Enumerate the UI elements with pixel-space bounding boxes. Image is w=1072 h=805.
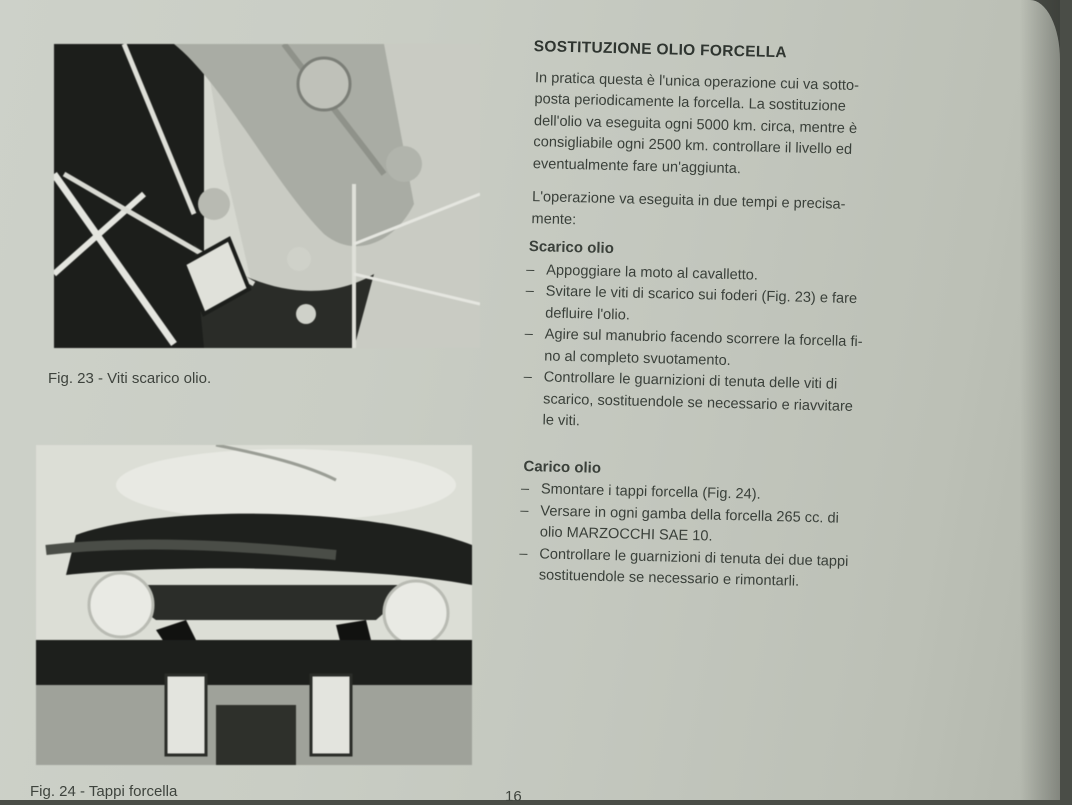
text-line: posta periodicamente la forcella. La sostituzione	[534, 91, 847, 115]
bullet-dash: –	[523, 368, 532, 386]
text-line: le viti.	[542, 412, 581, 430]
figure-24-caption: Fig. 24 - Tappi forcella	[30, 783, 178, 800]
text-line: scarico, sostituendole se necessario e riavvitare	[542, 390, 854, 415]
text-line: Smontare i tappi forcella (Fig. 24).	[540, 481, 761, 503]
text-line: Appoggiare la moto al cavalletto.	[546, 261, 759, 284]
intro-paragraph	[533, 68, 1029, 188]
figure-23-caption: Fig. 23 - Viti scarico olio.	[48, 370, 212, 387]
text-line: mente:	[531, 210, 577, 228]
section-text	[517, 36, 1030, 599]
bullet-dash: –	[520, 502, 529, 519]
text-line: Versare in ogni gamba della forcella 265 cc. di	[540, 502, 840, 527]
page-edge-shadow	[1020, 0, 1060, 800]
text-line: no al completo svuotamento.	[543, 347, 731, 369]
carico-list	[517, 479, 1019, 599]
scarico-heading: Scarico olio	[528, 238, 615, 258]
bullet-dash: –	[525, 282, 535, 300]
text-line: Controllare le guarnizioni di tenuta delle viti di	[543, 369, 838, 393]
list-item	[520, 367, 1021, 444]
text-line: dell'olio va eseguita ogni 5000 km. circa, mentre è	[533, 112, 858, 137]
text-line: eventualmente fare un'aggiunta.	[532, 155, 742, 177]
figure-23-photo	[54, 44, 480, 348]
carico-heading: Carico olio	[523, 457, 602, 477]
fork-caps-photo	[36, 445, 472, 765]
fork-drain-screws-photo	[54, 44, 480, 348]
text-line: Agire sul manubrio facendo scorrere la forcella fi-	[544, 326, 863, 351]
text-line: olio MARZOCCHI SAE 10.	[539, 524, 713, 545]
text-line: defluire l'olio.	[545, 304, 631, 324]
text-line: consigliabile ogni 2500 km. controllare il livello ed	[533, 134, 853, 158]
text-line: Controllare le guarnizioni di tenuta dei due tappi	[539, 545, 849, 570]
text-line: L'operazione va eseguita in due tempi e precisa-	[531, 189, 846, 213]
bullet-dash: –	[519, 545, 528, 562]
bullet-dash: –	[520, 480, 530, 498]
scarico-list	[520, 259, 1024, 443]
text-line: Svitare le viti di scarico sui foderi (Fig. 23) e fare	[545, 283, 858, 308]
figure-24-photo	[36, 445, 472, 765]
page-number: 16	[505, 788, 522, 805]
section-title: SOSTITUZIONE OLIO FORCELLA	[533, 38, 788, 62]
bullet-dash: –	[524, 325, 534, 343]
text-line: sostituendole se necessario e rimontarli.	[538, 567, 800, 590]
text-line: In pratica questa è l'unica operazione cui va sotto-	[534, 69, 860, 94]
bullet-dash: –	[526, 261, 535, 278]
